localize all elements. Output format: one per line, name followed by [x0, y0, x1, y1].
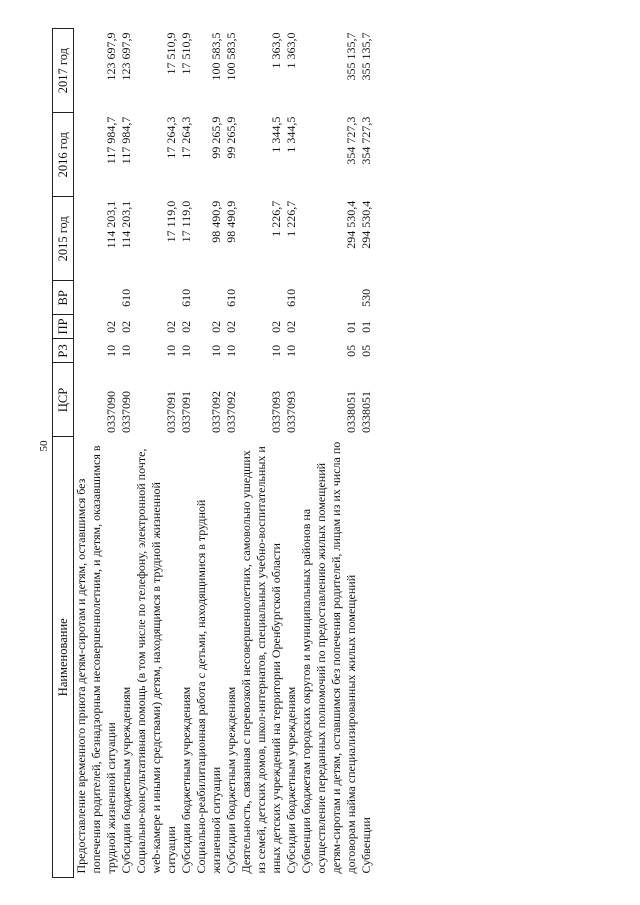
row-pr: 02	[164, 320, 178, 333]
row-name: Субвенции бюджетам городских округов и муниципальных районов на осуществление переданных полномочий по предоставлению жилых помещений детям-сиротам и детям, оставшимся без попечения родителей, лицам из их числа по договорам найма специализированных жилых помещений	[299, 441, 358, 874]
row-vr	[194, 281, 224, 315]
row-csr: 0337093	[269, 390, 283, 433]
rotated-page-content	[52, 28, 628, 878]
row-rz: 10	[269, 344, 283, 357]
row-name: Субсидии бюджетным учреждениям	[179, 686, 193, 874]
row-2017: 355 135,7	[359, 32, 373, 81]
table-row	[359, 29, 374, 878]
header-2015: 2015 год	[53, 197, 74, 281]
row-2015: 294 530,4	[359, 200, 373, 249]
table-row	[179, 29, 194, 878]
row-csr: 0337092	[224, 390, 238, 433]
row-vr: 610	[119, 288, 133, 307]
row-csr: 0338051	[359, 390, 373, 433]
row-rz: 05	[359, 344, 373, 357]
row-name: Деятельность, связанная с перевозкой несовершеннолетних, самовольно ушедших из семей, детских домов, школ-интернатов, специальных учебно-воспитательных и иных детских учреждений на территории Оренбургской области	[239, 446, 283, 874]
row-2017: 17 510,9	[179, 32, 193, 75]
budget-table	[52, 28, 374, 878]
header-vr: ВР	[53, 281, 74, 315]
row-vr: 530	[359, 288, 373, 307]
row-pr: 01	[359, 320, 373, 333]
table-row	[284, 29, 299, 878]
row-vr: 610	[179, 288, 193, 307]
row-pr: 02	[284, 320, 298, 333]
row-2015: 1 226,7	[284, 200, 298, 237]
row-2015: 114 203,1	[104, 200, 118, 249]
row-pr: 02	[104, 320, 118, 333]
header-name: Наименование	[53, 437, 74, 878]
header-pr: ПР	[53, 315, 74, 339]
row-rz: 10	[209, 344, 223, 357]
row-2017: 123 697,9	[104, 32, 118, 81]
row-2017: 100 583,5	[209, 32, 223, 81]
row-2016: 99 265,9	[209, 116, 223, 159]
row-csr: 0337092	[209, 390, 223, 433]
row-name: Субсидии бюджетным учреждениям	[284, 686, 298, 874]
row-rz: 10	[224, 344, 238, 357]
row-rz: 10	[119, 344, 133, 357]
row-2016: 1 344,5	[269, 116, 283, 153]
row-2017: 17 510,9	[164, 32, 178, 75]
row-pr: 02	[179, 320, 193, 333]
row-2015: 98 490,9	[224, 200, 238, 243]
row-pr: 01	[344, 320, 358, 333]
table-row	[239, 29, 284, 878]
header-2017: 2017 год	[53, 29, 74, 113]
row-2016: 17 264,3	[179, 116, 193, 159]
row-2015: 294 530,4	[344, 200, 358, 249]
row-vr	[299, 281, 359, 315]
row-csr: 0337090	[104, 390, 118, 433]
row-rz: 10	[284, 344, 298, 357]
row-2016: 117 984,7	[119, 116, 133, 165]
table-row	[119, 29, 134, 878]
row-2016: 17 264,3	[164, 116, 178, 159]
row-csr: 0337093	[284, 390, 298, 433]
row-rz: 10	[164, 344, 178, 357]
row-csr: 0337091	[179, 390, 193, 433]
row-vr: 610	[284, 288, 298, 307]
row-pr: 02	[269, 320, 283, 333]
row-2016: 1 344,5	[284, 116, 298, 153]
row-rz: 10	[104, 344, 118, 357]
row-2016: 117 984,7	[104, 116, 118, 165]
row-2017: 1 363,0	[284, 32, 298, 69]
row-vr	[239, 281, 284, 315]
table-header-row	[53, 29, 74, 878]
row-pr: 02	[224, 320, 238, 333]
row-2017: 100 583,5	[224, 32, 238, 81]
row-csr: 0337091	[164, 390, 178, 433]
table-row	[194, 29, 224, 878]
row-2015: 98 490,9	[209, 200, 223, 243]
row-name: Субвенции	[359, 817, 373, 874]
row-name: Предоставление временного приюта детям-сиротам и детям, оставшимся без попечения родителей, безнадзорным несовершеннолетним, и детям, оказавшимся в трудной жизненной ситуации	[74, 445, 118, 874]
table-row	[224, 29, 239, 878]
row-vr: 610	[224, 288, 238, 307]
row-2015: 17 119,0	[164, 200, 178, 243]
row-pr: 02	[119, 320, 133, 333]
row-vr	[134, 281, 179, 315]
row-rz: 05	[344, 344, 358, 357]
row-vr	[74, 281, 120, 315]
row-2017: 1 363,0	[269, 32, 283, 69]
row-csr: 0338051	[344, 390, 358, 433]
row-name: Субсидии бюджетным учреждениям	[119, 686, 133, 874]
row-csr: 0337090	[119, 390, 133, 433]
row-2016: 354 727,3	[359, 116, 373, 165]
header-rz: РЗ	[53, 339, 74, 363]
row-pr: 02	[209, 320, 223, 333]
table-row	[74, 29, 120, 878]
row-2017: 123 697,9	[119, 32, 133, 81]
row-2017: 355 135,7	[344, 32, 358, 81]
row-name: Социально-консультативная помощь (в том числе по телефону, электронной почте, web-камере и иными средствами) детям, находящимся в трудной жизненной ситуации	[134, 448, 178, 874]
row-name: Субсидии бюджетным учреждениям	[224, 686, 238, 874]
page-number: 50	[38, 440, 50, 452]
header-csr: ЦСР	[53, 363, 74, 437]
row-2015: 114 203,1	[119, 200, 133, 249]
row-2016: 99 265,9	[224, 116, 238, 159]
row-2015: 1 226,7	[269, 200, 283, 237]
row-name: Социально-реабилитационная работа с детьми, находящимися в трудной жизненной ситуации	[194, 499, 223, 874]
table-row	[134, 29, 179, 878]
row-rz: 10	[179, 344, 193, 357]
header-2016: 2016 год	[53, 113, 74, 197]
table-row	[299, 29, 359, 878]
row-2015: 17 119,0	[179, 200, 193, 243]
row-2016: 354 727,3	[344, 116, 358, 165]
